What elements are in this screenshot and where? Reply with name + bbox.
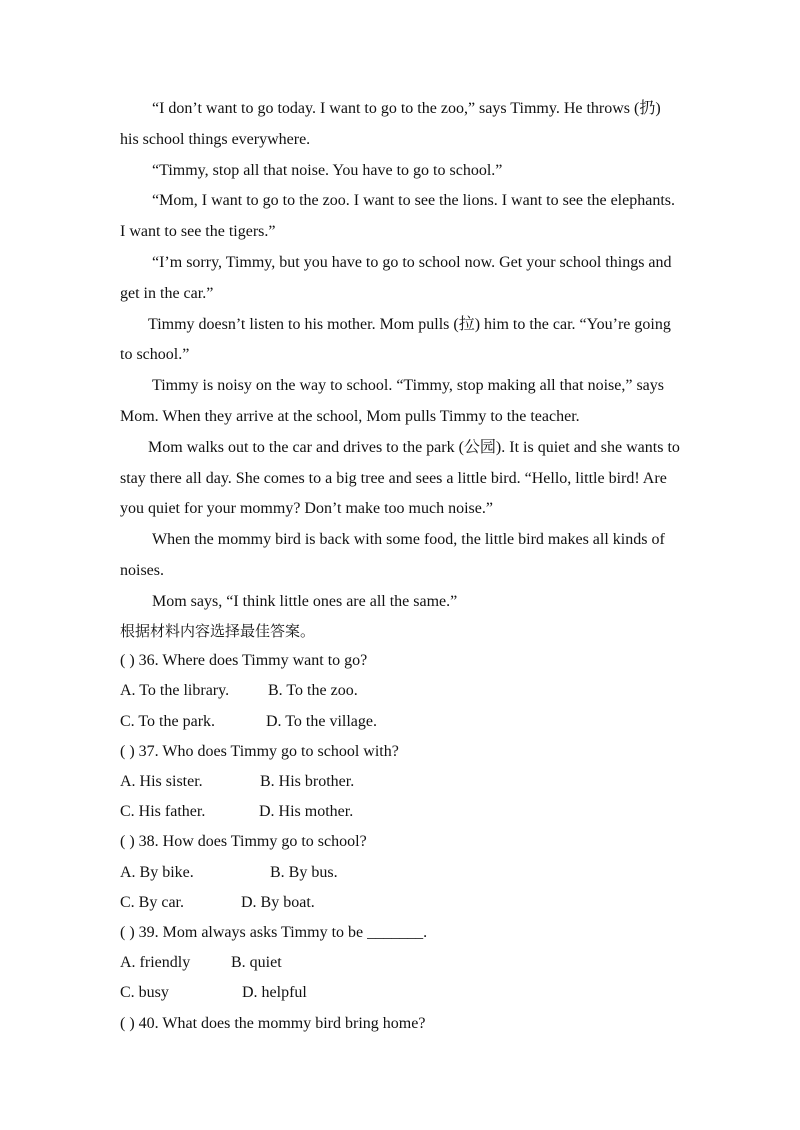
passage-paragraph: Mom says, “I think little ones are all the same.” <box>152 592 458 610</box>
passage-paragraph: Mom walks out to the car and drives to the park (公园). It is quiet and she wants to stay there all day. She comes to a big tree and sees a little bird. “Hello, little bird! Are you quiet for your mommy? Don’t make too much noise.” <box>120 438 680 518</box>
question-39-options-row <box>120 978 680 1008</box>
passage-paragraph: “Timmy, stop all that noise. You have to go to school.” <box>152 161 503 179</box>
question-40-stem: ( ) 40. What does the mommy bird bring home? <box>120 1014 426 1032</box>
question-38-options-row <box>120 858 680 888</box>
option-d[interactable]: D. To the village. <box>266 712 378 730</box>
passage-paragraph: When the mommy bird is back with some food, the little bird makes all kinds of noises. <box>120 531 665 579</box>
question-39-stem: ( ) 39. Mom always asks Timmy to be _______. <box>120 924 428 942</box>
question-37-options-row <box>120 767 680 797</box>
option-d[interactable]: D. By boat. <box>241 893 315 911</box>
option-d[interactable]: D. helpful <box>242 984 307 1002</box>
option-a[interactable]: A. friendly <box>120 954 191 972</box>
question-39-options-row <box>120 948 680 978</box>
question-36-stem: ( ) 36. Where does Timmy want to go? <box>120 652 368 670</box>
option-b[interactable]: B. By bus. <box>270 863 338 881</box>
question-38-stem: ( ) 38. How does Timmy go to school? <box>120 833 367 851</box>
question-38-options-row <box>120 888 680 918</box>
section-instruction: 根据材料内容选择最佳答案。 <box>120 622 316 640</box>
passage-paragraph: “Mom, I want to go to the zoo. I want to see the lions. I want to see the elephants. I want to see the tigers.” <box>120 192 675 241</box>
option-a[interactable]: A. His sister. <box>120 773 203 791</box>
question-37-options-row <box>120 797 680 827</box>
question-37-stem: ( ) 37. Who does Timmy go to school with? <box>120 742 399 760</box>
option-c[interactable]: C. To the park. <box>120 712 216 730</box>
option-a[interactable]: A. By bike. <box>120 863 194 881</box>
option-b[interactable]: B. To the zoo. <box>268 682 358 700</box>
passage-paragraph: “I’m sorry, Timmy, but you have to go to school now. Get your school things and get in the car.” <box>120 253 672 302</box>
passage-paragraph: “I don’t want to go today. I want to go to the zoo,” says Timmy. He throws (扔) his school things everywhere. <box>120 100 661 148</box>
passage-paragraph: Timmy is noisy on the way to school. “Timmy, stop making all that noise,” says Mom. When they arrive at the school, Mom pulls Timmy to the teacher. <box>120 377 664 425</box>
passage-paragraph: Timmy doesn’t listen to his mother. Mom pulls (拉) him to the car. “You’re going to school.” <box>120 315 671 364</box>
question-section <box>120 616 680 1039</box>
question-36-options-row <box>120 707 680 737</box>
option-c[interactable]: C. His father. <box>120 803 206 821</box>
option-b[interactable]: B. His brother. <box>260 773 355 791</box>
option-c[interactable]: C. busy <box>120 984 169 1002</box>
reading-passage <box>120 94 680 618</box>
option-a[interactable]: A. To the library. <box>120 682 230 700</box>
question-36-options-row <box>120 676 680 706</box>
option-d[interactable]: D. His mother. <box>259 803 354 821</box>
option-b[interactable]: B. quiet <box>231 954 282 972</box>
option-c[interactable]: C. By car. <box>120 893 184 911</box>
